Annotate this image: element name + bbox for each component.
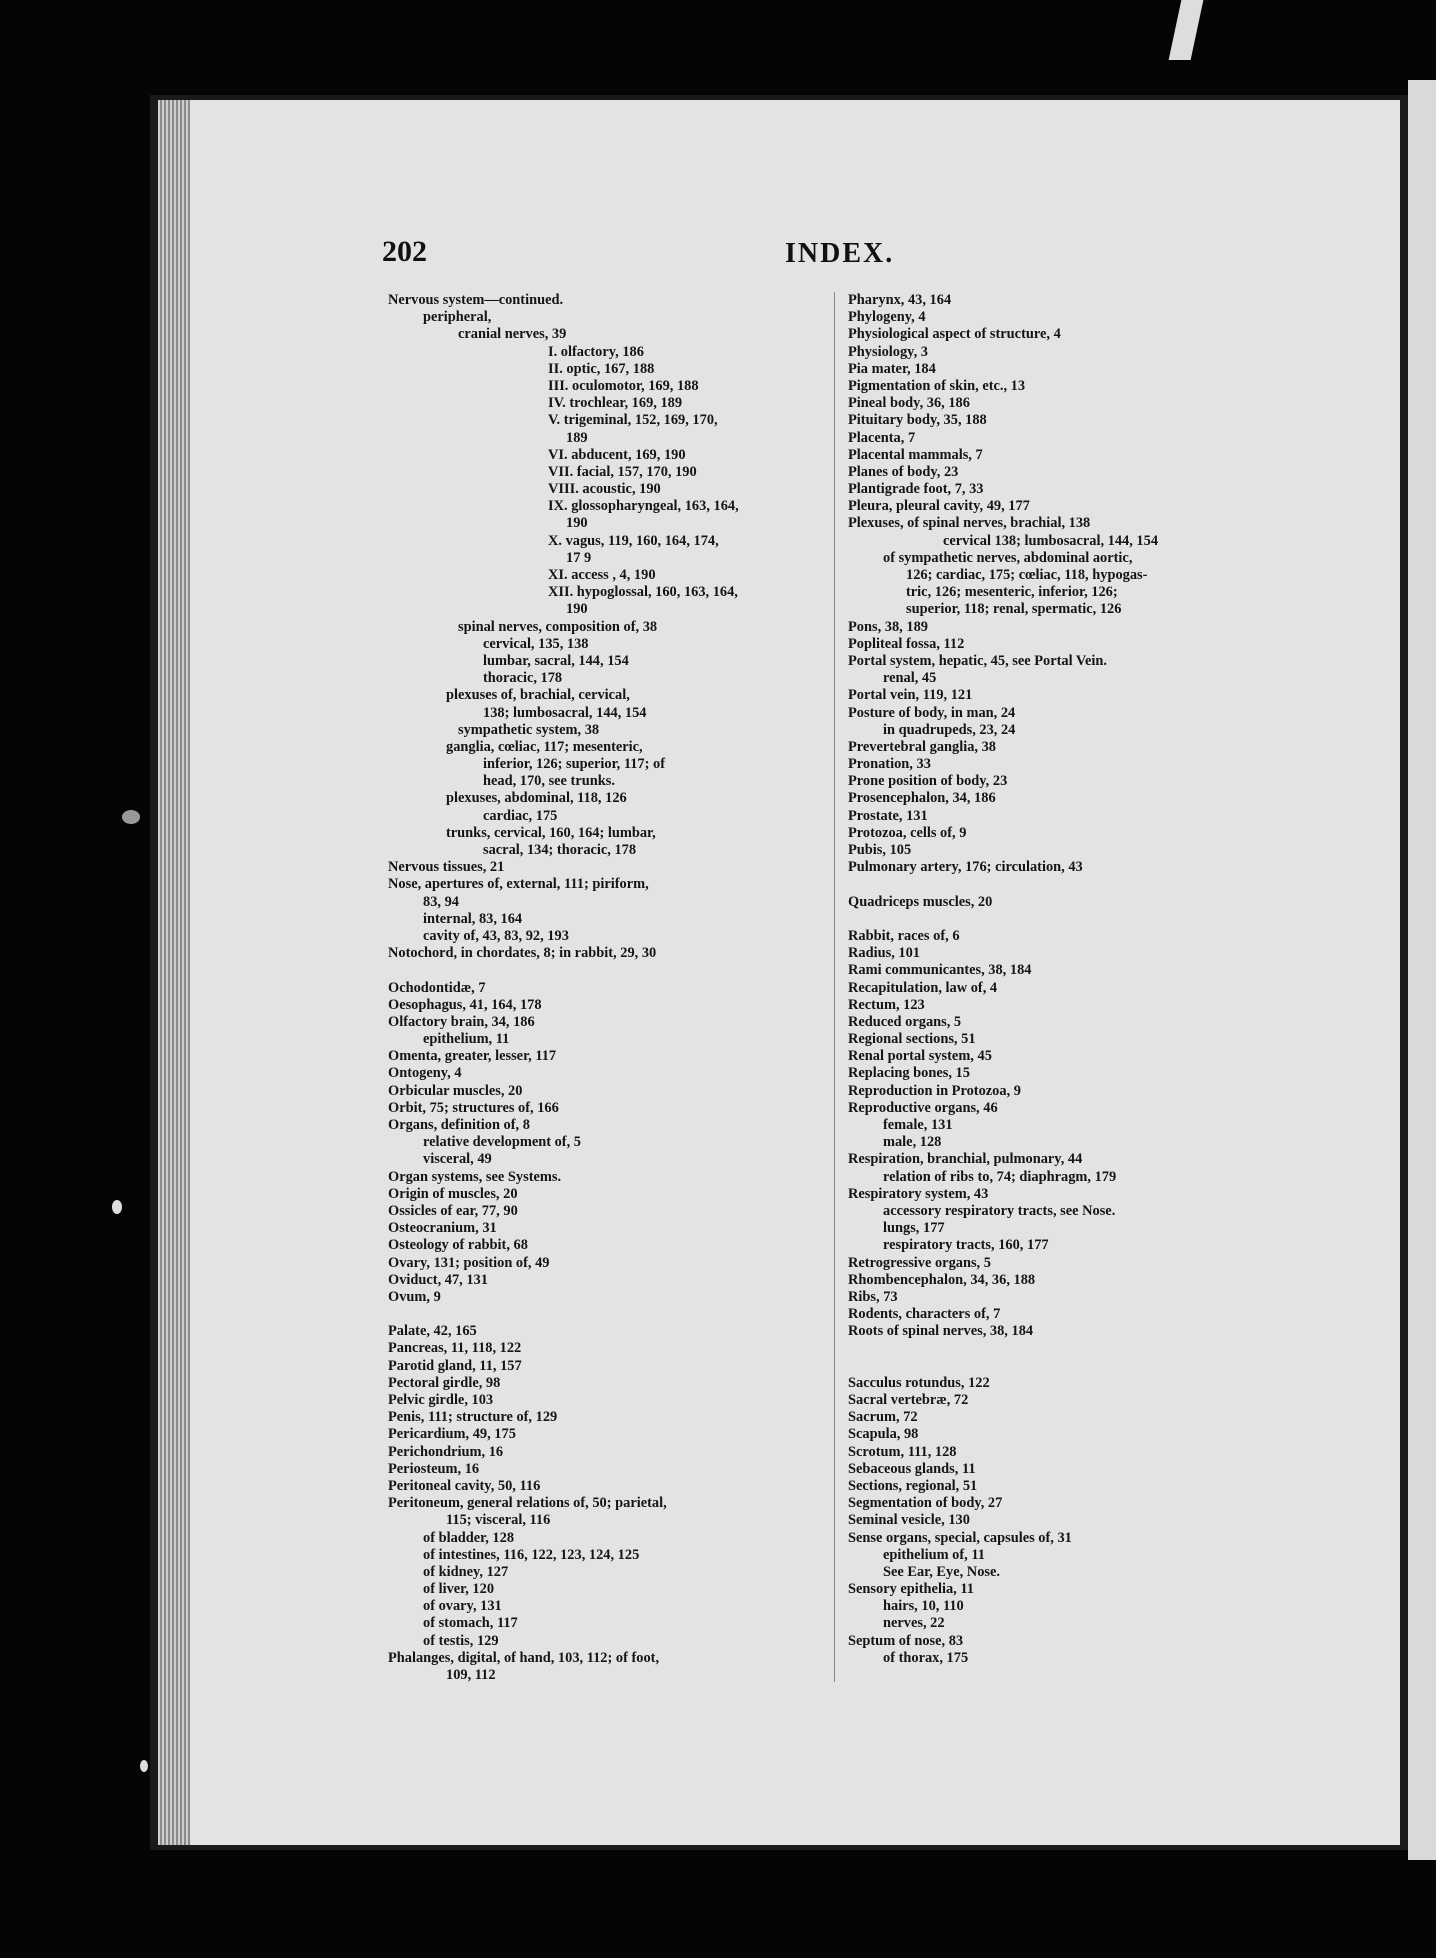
dust-speck (140, 1760, 148, 1772)
index-entry: Palate, 42, 165 (388, 1323, 477, 1340)
index-entry: Ochodontidæ, 7 (388, 979, 486, 996)
index-entry: 138; lumbosacral, 144, 154 (483, 704, 647, 721)
index-entry: Organs, definition of, 8 (388, 1117, 530, 1133)
index-entry: cranial nerves, 39 (458, 326, 567, 343)
index-entry: II. optic, 167, 188 (548, 360, 655, 377)
index-entry: Omenta, greater, lesser, 117 (388, 1048, 557, 1065)
index-spacer (388, 1306, 818, 1323)
dust-speck (112, 1200, 122, 1214)
index-entry: Respiratory system, 43 (848, 1185, 989, 1202)
column-divider (834, 292, 835, 1682)
index-entry: nerves, 22 (883, 1615, 945, 1632)
index-entry: Penis, 111; structure of, 129 (388, 1409, 558, 1426)
index-entry: plexuses of, brachial, cervical, (446, 687, 630, 704)
index-entry: VIII. acoustic, 190 (548, 481, 661, 498)
index-entry: Pons, 38, 189 (848, 618, 928, 635)
index-entry: Rectum, 123 (848, 996, 925, 1013)
index-entry: of intestines, 116, 122, 123, 124, 125 (423, 1546, 640, 1563)
index-entry: Pineal body, 36, 186 (848, 395, 970, 412)
index-entry: Pectoral girdle, 98 (388, 1374, 501, 1391)
index-entry: cervical 138; lumbosacral, 144, 154 (943, 532, 1159, 549)
index-entry: male, 128 (883, 1134, 942, 1151)
index-entry: of bladder, 128 (423, 1529, 515, 1546)
index-entry: Organ systems, see Systems. (388, 1168, 562, 1185)
running-head: INDEX. (785, 238, 895, 269)
index-entry: Rami communicantes, 38, 184 (848, 962, 1032, 979)
index-entry: Perichondrium, 16 (388, 1443, 504, 1460)
dust-speck (122, 810, 140, 824)
index-entry: Pleura, pleural cavity, 49, 177 (848, 498, 1030, 515)
index-entry: peripheral, (423, 309, 492, 326)
index-spacer (388, 962, 818, 979)
index-entry: 189 (566, 429, 588, 446)
index-entry: 115; visceral, 116 (446, 1512, 551, 1529)
index-entry: Reproduction in Protozoa, 9 (848, 1082, 1021, 1099)
index-entry: XII. hypoglossal, 160, 163, 164, (548, 584, 738, 601)
index-entry: Ribs, 73 (848, 1288, 898, 1305)
index-entry: Portal vein, 119, 121 (848, 687, 973, 704)
index-entry: Nose, apertures of, external, 111; piriform, (388, 876, 649, 893)
page-number: 202 (382, 235, 427, 268)
index-entry: Scrotum, 111, 128 (848, 1443, 957, 1460)
index-entry: III. oculomotor, 169, 188 (548, 377, 699, 394)
index-entry: Respiration, branchial, pulmonary, 44 (848, 1151, 1083, 1168)
index-entry: sympathetic system, 38 (458, 721, 600, 738)
index-entry: Rabbit, races of, 6 (848, 927, 960, 944)
index-entry: I. olfactory, 186 (548, 343, 644, 360)
index-entry: Quadriceps muscles, 20 (848, 893, 993, 910)
index-entry: Seminal vesicle, 130 (848, 1512, 970, 1529)
index-entry: lumbar, sacral, 144, 154 (483, 652, 629, 669)
index-entry: Prosencephalon, 34, 186 (848, 790, 996, 807)
index-spacer (848, 911, 1293, 928)
index-entry: Reproductive organs, 46 (848, 1099, 998, 1116)
index-entry: Radius, 101 (848, 945, 920, 962)
index-entry: Ossicles of ear, 77, 90 (388, 1202, 518, 1219)
index-entry: in quadrupeds, 23, 24 (883, 721, 1016, 738)
index-entry: trunks, cervical, 160, 164; lumbar, (446, 824, 656, 841)
index-entry: Recapitulation, law of, 4 (848, 979, 998, 996)
index-entry: tric, 126; mesenteric, inferior, 126; (906, 584, 1118, 601)
index-entry: ganglia, cœliac, 117; mesenteric, (446, 738, 643, 755)
index-entry: of ovary, 131 (423, 1598, 502, 1615)
index-entry: Regional sections, 51 (848, 1031, 976, 1048)
index-entry: X. vagus, 119, 160, 164, 174, (548, 532, 719, 549)
index-entry: Sebaceous glands, 11 (848, 1460, 976, 1477)
index-entry: of sympathetic nerves, abdominal aortic, (883, 549, 1133, 566)
index-entry: of liver, 120 (423, 1581, 495, 1598)
index-entry: VII. facial, 157, 170, 190 (548, 463, 697, 480)
index-entry: relative development of, 5 (423, 1134, 581, 1151)
facing-page-edge (1408, 80, 1436, 1860)
index-entry: respiratory tracts, 160, 177 (883, 1237, 1049, 1254)
index-entry: Segmentation of body, 27 (848, 1495, 1003, 1512)
index-entry: Sacculus rotundus, 122 (848, 1374, 990, 1391)
index-spacer (848, 1358, 1293, 1375)
index-entry: hairs, 10, 110 (883, 1598, 964, 1615)
index-entry: 83, 94 (423, 893, 459, 910)
index-entry: of thorax, 175 (883, 1649, 969, 1666)
index-entry: Nervous tissues, 21 (388, 859, 505, 876)
index-entry: Ontogeny, 4 (388, 1065, 462, 1082)
index-entry: Prone position of body, 23 (848, 773, 1008, 790)
index-entry: Osteocranium, 31 (388, 1220, 497, 1237)
index-entry: Olfactory brain, 34, 186 (388, 1013, 535, 1030)
index-entry: Physiology, 3 (848, 343, 928, 360)
index-entry: cavity of, 43, 83, 92, 193 (423, 927, 569, 944)
index-column-right (848, 292, 1293, 1667)
index-entry: Pubis, 105 (848, 842, 912, 858)
index-entry: Pulmonary artery, 176; circulation, 43 (848, 859, 1083, 876)
index-entry: Reduced organs, 5 (848, 1013, 962, 1030)
index-entry: Pigmentation of skin, etc., 13 (848, 377, 1026, 394)
index-entry: Portal system, hepatic, 45, see Portal Vein. (848, 652, 1107, 669)
index-entry: Scapula, 98 (848, 1426, 919, 1443)
index-entry: Nervous system—continued. (388, 292, 564, 308)
index-entry: sacral, 134; thoracic, 178 (483, 842, 637, 858)
index-entry: visceral, 49 (423, 1151, 492, 1168)
index-entry: Placenta, 7 (848, 429, 916, 446)
index-entry: Pia mater, 184 (848, 360, 936, 377)
index-entry: Sacral vertebræ, 72 (848, 1392, 969, 1408)
index-entry: Phalanges, digital, of hand, 103, 112; of foot, (388, 1649, 660, 1666)
index-entry: Orbit, 75; structures of, 166 (388, 1099, 559, 1116)
index-entry: plexuses, abdominal, 118, 126 (446, 790, 627, 807)
index-entry: IX. glossopharyngeal, 163, 164, (548, 498, 739, 515)
index-entry: Sections, regional, 51 (848, 1477, 978, 1494)
index-entry: Sensory epithelia, 11 (848, 1581, 974, 1598)
index-entry: spinal nerves, composition of, 38 (458, 618, 658, 635)
index-entry: head, 170, see trunks. (483, 773, 615, 790)
index-entry: thoracic, 178 (483, 670, 563, 687)
index-entry: Replacing bones, 15 (848, 1065, 970, 1082)
index-entry: Rodents, characters of, 7 (848, 1306, 1001, 1323)
index-entry: Popliteal fossa, 112 (848, 635, 965, 652)
index-entry: Protozoa, cells of, 9 (848, 824, 967, 841)
index-entry: Prevertebral ganglia, 38 (848, 738, 997, 755)
index-entry: Pituitary body, 35, 188 (848, 412, 987, 429)
index-entry: Sacrum, 72 (848, 1409, 918, 1426)
index-spacer (848, 876, 1293, 893)
index-entry: Pelvic girdle, 103 (388, 1392, 494, 1408)
index-entry: of stomach, 117 (423, 1615, 518, 1632)
index-entry: Planes of body, 23 (848, 463, 959, 480)
index-entry: relation of ribs to, 74; diaphragm, 179 (883, 1168, 1117, 1185)
index-entry: VI. abducent, 169, 190 (548, 446, 686, 463)
index-entry: Periosteum, 16 (388, 1460, 480, 1477)
index-entry: inferior, 126; superior, 117; of (483, 756, 666, 773)
index-entry: Ovum, 9 (388, 1288, 441, 1305)
index-entry: Plexuses, of spinal nerves, brachial, 138 (848, 515, 1091, 532)
index-entry: Orbicular muscles, 20 (388, 1082, 523, 1099)
index-entry: Parotid gland, 11, 157 (388, 1357, 522, 1374)
index-entry: Septum of nose, 83 (848, 1632, 964, 1649)
index-entry: Osteology of rabbit, 68 (388, 1237, 528, 1254)
index-entry: Prostate, 131 (848, 807, 928, 824)
index-entry: Origin of muscles, 20 (388, 1185, 518, 1202)
index-entry: V. trigeminal, 152, 169, 170, (548, 412, 718, 429)
index-entry: Pericardium, 49, 175 (388, 1426, 516, 1443)
index-entry: XI. access , 4, 190 (548, 567, 656, 583)
index-entry: 190 (566, 601, 588, 618)
index-entry: superior, 118; renal, spermatic, 126 (906, 601, 1122, 618)
index-entry: of kidney, 127 (423, 1563, 509, 1580)
index-entry: Pancreas, 11, 118, 122 (388, 1340, 522, 1357)
index-entry: Oviduct, 47, 131 (388, 1271, 488, 1288)
index-entry: epithelium of, 11 (883, 1546, 985, 1563)
index-entry: Sense organs, special, capsules of, 31 (848, 1529, 1072, 1546)
index-entry: Posture of body, in man, 24 (848, 704, 1016, 721)
index-entry: accessory respiratory tracts, see Nose. (883, 1202, 1116, 1219)
index-entry: Peritoneal cavity, 50, 116 (388, 1477, 541, 1494)
index-entry: Ovary, 131; position of, 49 (388, 1254, 550, 1271)
index-entry: 190 (566, 515, 588, 532)
index-entry: Renal portal system, 45 (848, 1048, 992, 1065)
index-entry: Retrogressive organs, 5 (848, 1254, 991, 1271)
index-entry: cardiac, 175 (483, 807, 558, 824)
index-column-left (388, 292, 818, 1684)
index-entry: Placental mammals, 7 (848, 446, 983, 463)
index-entry: female, 131 (883, 1117, 953, 1133)
index-entry: Pharynx, 43, 164 (848, 292, 952, 308)
page-stack-edge (158, 100, 190, 1845)
index-entry: 109, 112 (446, 1667, 496, 1683)
index-entry: Notochord, in chordates, 8; in rabbit, 29, 30 (388, 945, 657, 962)
index-spacer (848, 1340, 1293, 1357)
index-entry: cervical, 135, 138 (483, 635, 589, 652)
index-entry: Peritoneum, general relations of, 50; parietal, (388, 1495, 667, 1512)
index-entry: See Ear, Eye, Nose. (883, 1563, 1000, 1580)
index-entry: of testis, 129 (423, 1632, 499, 1649)
index-entry: 126; cardiac, 175; cœliac, 118, hypogas- (906, 567, 1148, 583)
index-entry: Roots of spinal nerves, 38, 184 (848, 1323, 1034, 1340)
index-entry: Pronation, 33 (848, 756, 931, 773)
index-entry: Rhombencephalon, 34, 36, 188 (848, 1271, 1036, 1288)
index-entry: Plantigrade foot, 7, 33 (848, 481, 984, 498)
index-entry: lungs, 177 (883, 1220, 945, 1237)
index-entry: epithelium, 11 (423, 1031, 510, 1048)
index-entry: IV. trochlear, 169, 189 (548, 395, 683, 412)
index-entry: Physiological aspect of structure, 4 (848, 326, 1061, 343)
index-entry: Phylogeny, 4 (848, 309, 926, 326)
index-entry: internal, 83, 164 (423, 910, 523, 927)
index-entry: 17 9 (566, 549, 592, 566)
index-entry: renal, 45 (883, 670, 937, 687)
index-entry: Oesophagus, 41, 164, 178 (388, 996, 542, 1013)
